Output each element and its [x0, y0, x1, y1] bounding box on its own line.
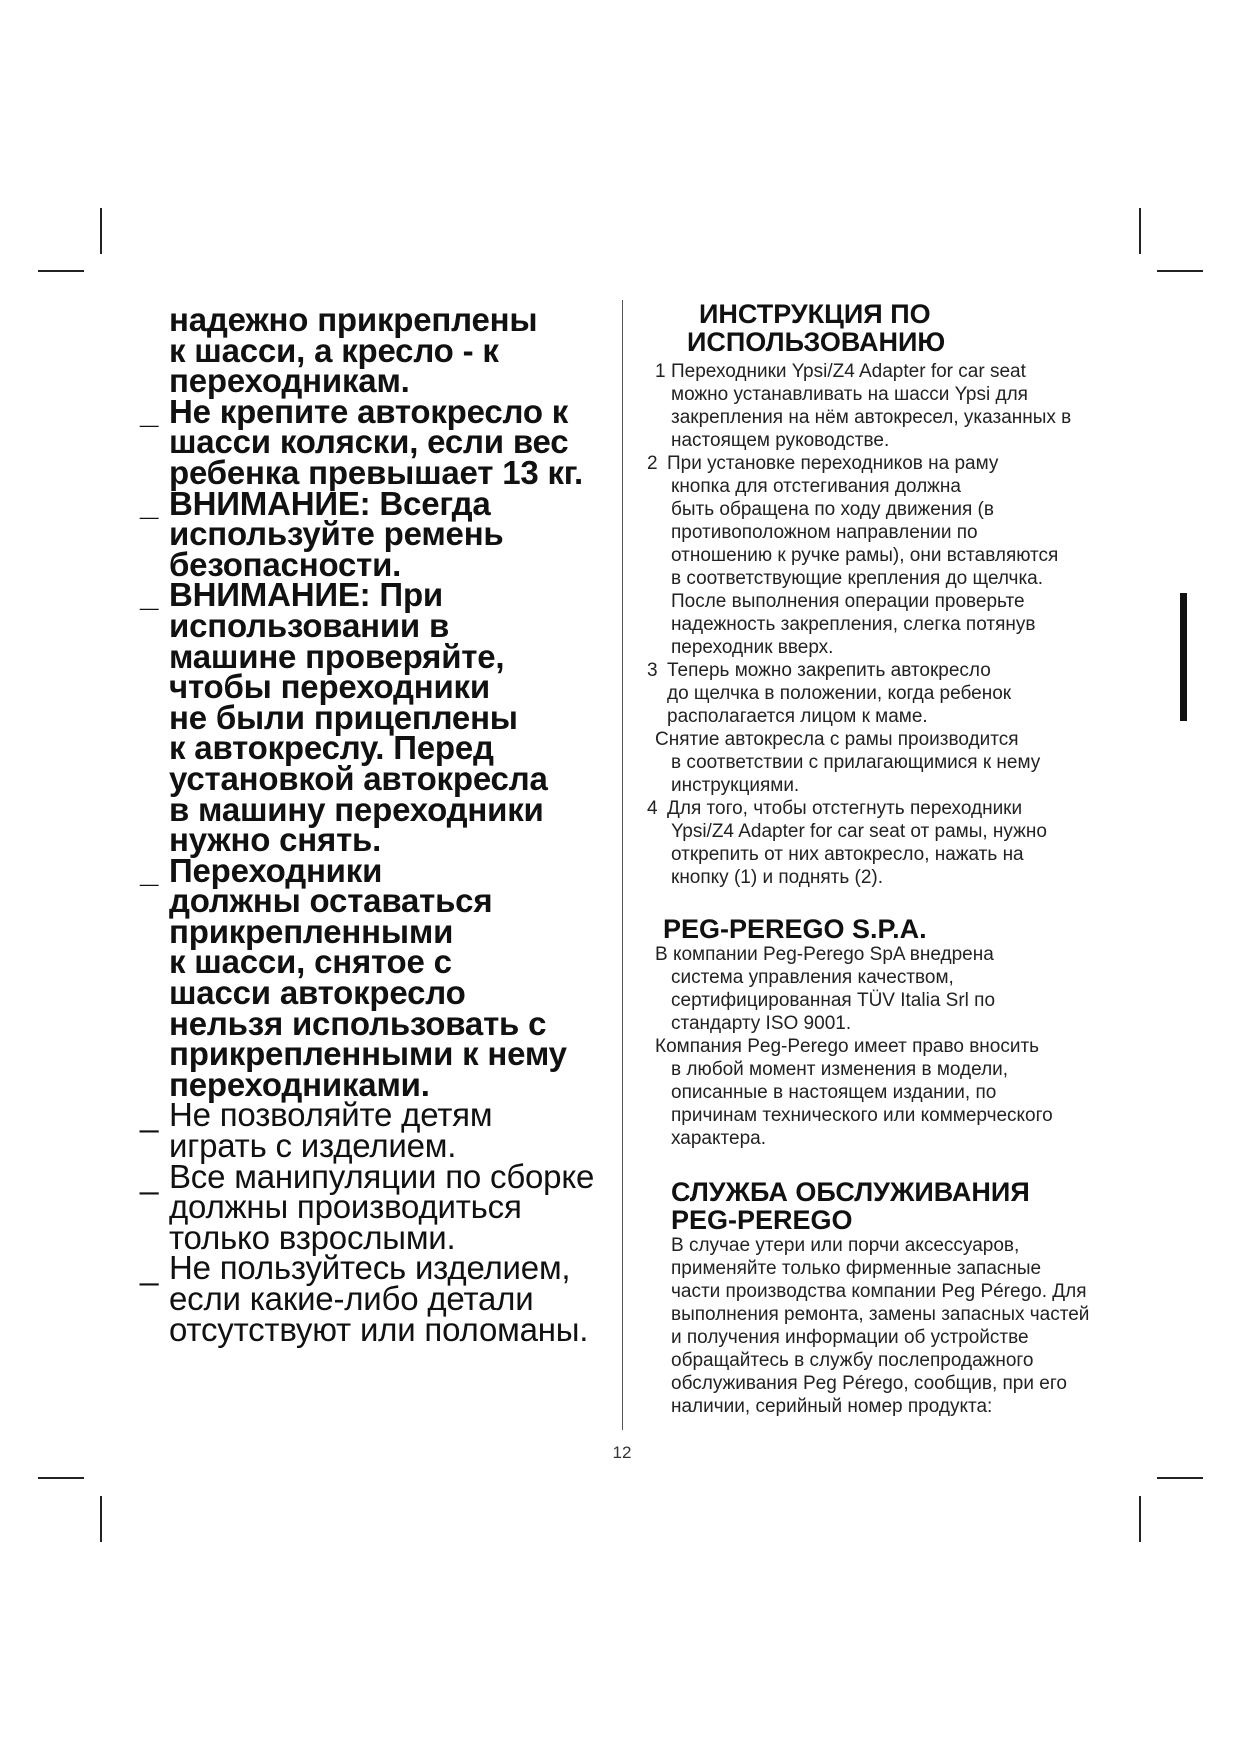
company-paragraph	[645, 943, 1115, 1035]
page-number: 12	[612, 1443, 632, 1462]
crop-mark	[38, 1477, 84, 1479]
warnings-column	[140, 301, 610, 1348]
instruction-item	[645, 728, 1115, 797]
warning-line: прикрепленными	[169, 912, 454, 950]
company-line: характера.	[671, 1128, 766, 1149]
warning-line: Не пользуйтесь изделием,	[169, 1249, 571, 1287]
company-line: описанные в настоящем издании, по	[671, 1082, 997, 1103]
company-line: Компания Peg-Perego имеет право вносить	[655, 1036, 1040, 1057]
service-line: выполнения ремонта, замены запасных частей	[671, 1304, 1090, 1325]
company-line: в любой момент изменения в модели,	[671, 1059, 1009, 1080]
warning-line: если какие-либо детали	[169, 1280, 534, 1317]
instruction-line: кнопка для отстегивания должна	[671, 476, 961, 497]
warning-paragraph	[140, 301, 610, 400]
list-dash: _	[140, 1249, 159, 1287]
item-number: 2	[647, 453, 658, 474]
service-line: В случае утери или порчи аксессуаров,	[671, 1235, 1020, 1256]
instruction-line: кнопку (1) и поднять (2).	[671, 867, 884, 888]
list-dash: _	[140, 1157, 159, 1195]
warning-line: Переходники	[169, 851, 383, 889]
warning-line: переходникам.	[169, 362, 410, 400]
instruction-line: быть обращена по ходу движения (в	[671, 499, 994, 520]
instruction-line: После выполнения операции проверьте	[671, 591, 1025, 612]
service-line: применяйте только фирменные запасные	[671, 1258, 1042, 1279]
warning-line: ВНИМАНИЕ: Всегда	[169, 484, 491, 522]
warning-line: установкой автокресла	[169, 759, 548, 797]
warning-line: ВНИМАНИЕ: При	[169, 576, 443, 614]
warning-paragraph	[140, 1249, 610, 1348]
list-dash: _	[140, 392, 159, 430]
instruction-line: можно устанавливать на шасси Ypsi для	[671, 384, 1028, 405]
item-number: 4	[647, 798, 658, 819]
instruction-line: надежность закрепления, слегка потянув	[671, 614, 1036, 635]
company-line: причинам технического или коммерческого	[671, 1105, 1053, 1126]
crop-mark	[1139, 1496, 1141, 1542]
company-paragraph	[645, 1035, 1115, 1150]
instruction-line: отношению к ручке рамы), они вставляются	[671, 545, 1059, 566]
service-line: и получения информации об устройстве	[671, 1327, 1029, 1348]
list-dash: _	[140, 851, 159, 889]
service-line: обращайтесь в службу послепродажного	[671, 1350, 1034, 1371]
warning-line: Все манипуляции по сборке	[169, 1157, 595, 1195]
warning-line: чтобы переходники	[169, 668, 490, 706]
warning-line: ребенка превышает 13 кг.	[169, 453, 584, 491]
instruction-line: до щелчка в положении, когда ребенок	[667, 683, 1012, 704]
warning-line: играть с изделием.	[169, 1127, 457, 1165]
instruction-line: переходник вверх.	[671, 637, 834, 658]
instruction-line: При установке переходников на раму	[667, 453, 999, 474]
company-line: стандарту ISO 9001.	[671, 1013, 852, 1034]
instruction-line: Теперь можно закрепить автокресло	[667, 660, 991, 681]
warning-line: шасси коляски, если вес	[169, 423, 569, 461]
crop-mark	[100, 1496, 102, 1542]
warning-paragraph	[140, 1096, 610, 1165]
warning-line: в машину переходники	[169, 790, 544, 828]
instruction-line: в соответствующие крепления до щелчка.	[671, 568, 1044, 589]
instruction-line: располагается лицом к маме.	[667, 706, 928, 727]
service-line: части производства компании Peg Pérego. Для	[671, 1281, 1087, 1302]
warning-line: нужно снять.	[169, 821, 382, 859]
warning-line: машине проверяйте,	[169, 637, 505, 675]
instruction-line: Для того, чтобы отстегнуть переходники	[667, 798, 1023, 819]
warning-line: шасси автокресло	[169, 974, 466, 1012]
instruction-line: Снятие автокресла с рамы производится	[655, 729, 1019, 750]
instruction-line: противоположном направлении по	[671, 522, 978, 543]
warning-line: нельзя использовать с	[169, 1004, 547, 1042]
section-tab-marker	[1180, 593, 1187, 721]
instruction-line: закрепления на нём автокресел, указанных в	[671, 407, 1072, 428]
warning-line: должны производиться	[169, 1188, 522, 1226]
crop-mark	[1157, 1477, 1203, 1479]
instruction-line: в соответствии с прилагающимися к нему	[671, 752, 1041, 773]
warning-line: прикрепленными к нему	[169, 1035, 567, 1073]
warning-line: только взрослыми.	[169, 1218, 456, 1256]
company-line: система управления качеством,	[671, 967, 954, 988]
warning-line: использовании в	[169, 606, 450, 644]
warning-line: используйте ремень	[169, 515, 504, 553]
list-dash: _	[140, 1096, 159, 1134]
instruction-line: Ypsi/Z4 Adapter for car seat от рамы, нужно	[671, 821, 1047, 842]
instruction-item	[645, 659, 1115, 728]
warning-paragraph	[140, 484, 610, 583]
item-number: 3	[647, 660, 658, 681]
warning-line: надежно прикреплены	[169, 301, 538, 338]
column-divider	[622, 300, 623, 1430]
instruction-line: инструкциями.	[671, 775, 800, 796]
warning-line: переходниками.	[169, 1065, 430, 1103]
warning-line: Не позволяйте детям	[169, 1096, 493, 1134]
instruction-line: открепить от них автокресло, нажать на	[671, 844, 1024, 865]
crop-mark	[1139, 208, 1141, 254]
crop-mark	[100, 208, 102, 254]
warning-line: должны оставаться	[169, 882, 493, 920]
instruction-item	[645, 797, 1115, 889]
crop-mark	[1157, 270, 1203, 272]
list-dash: _	[140, 484, 159, 522]
warning-paragraph	[140, 392, 610, 491]
instruction-line: Переходники Ypsi/Z4 Adapter for car seat	[671, 361, 1026, 382]
company-line: В компании Peg-Perego SpA внедрена	[655, 944, 994, 965]
warning-line: к шасси, снятое с	[169, 943, 452, 981]
instruction-item	[645, 452, 1115, 659]
instruction-item	[645, 360, 1115, 452]
instructions-heading: ИНСТРУКЦИЯ ПО ИСПОЛЬЗОВАНИЮ	[687, 299, 946, 357]
company-line: сертифицированная TÜV Italia Srl по	[671, 990, 996, 1011]
service-heading: СЛУЖБА ОБСЛУЖИВАНИЯ PEG-PEREGO	[671, 1177, 1030, 1235]
warning-paragraph	[140, 1157, 610, 1256]
list-dash: _	[140, 576, 159, 614]
warning-line: отсутствуют или поломаны.	[169, 1310, 589, 1348]
instruction-line: настоящем руководстве.	[671, 430, 890, 451]
warning-line: к автокреслу. Перед	[169, 729, 494, 767]
warning-line: не были прицеплены	[169, 698, 518, 736]
warning-line: к шасси, а кресло - к	[169, 331, 499, 369]
crop-mark	[38, 270, 84, 272]
warning-line: Не крепите автокресло к	[169, 392, 569, 430]
service-paragraph	[645, 1234, 1115, 1418]
warning-paragraph	[140, 576, 610, 859]
company-heading: PEG-PEREGO S.P.A.	[663, 914, 927, 944]
warning-line: безопасности.	[169, 545, 402, 583]
info-column	[645, 300, 1115, 1418]
service-line: наличии, серийный номер продукта:	[671, 1396, 993, 1417]
item-number: 1	[655, 361, 666, 382]
service-line: обслуживания Peg Pérego, сообщив, при его	[671, 1373, 1067, 1394]
warning-paragraph	[140, 851, 610, 1103]
